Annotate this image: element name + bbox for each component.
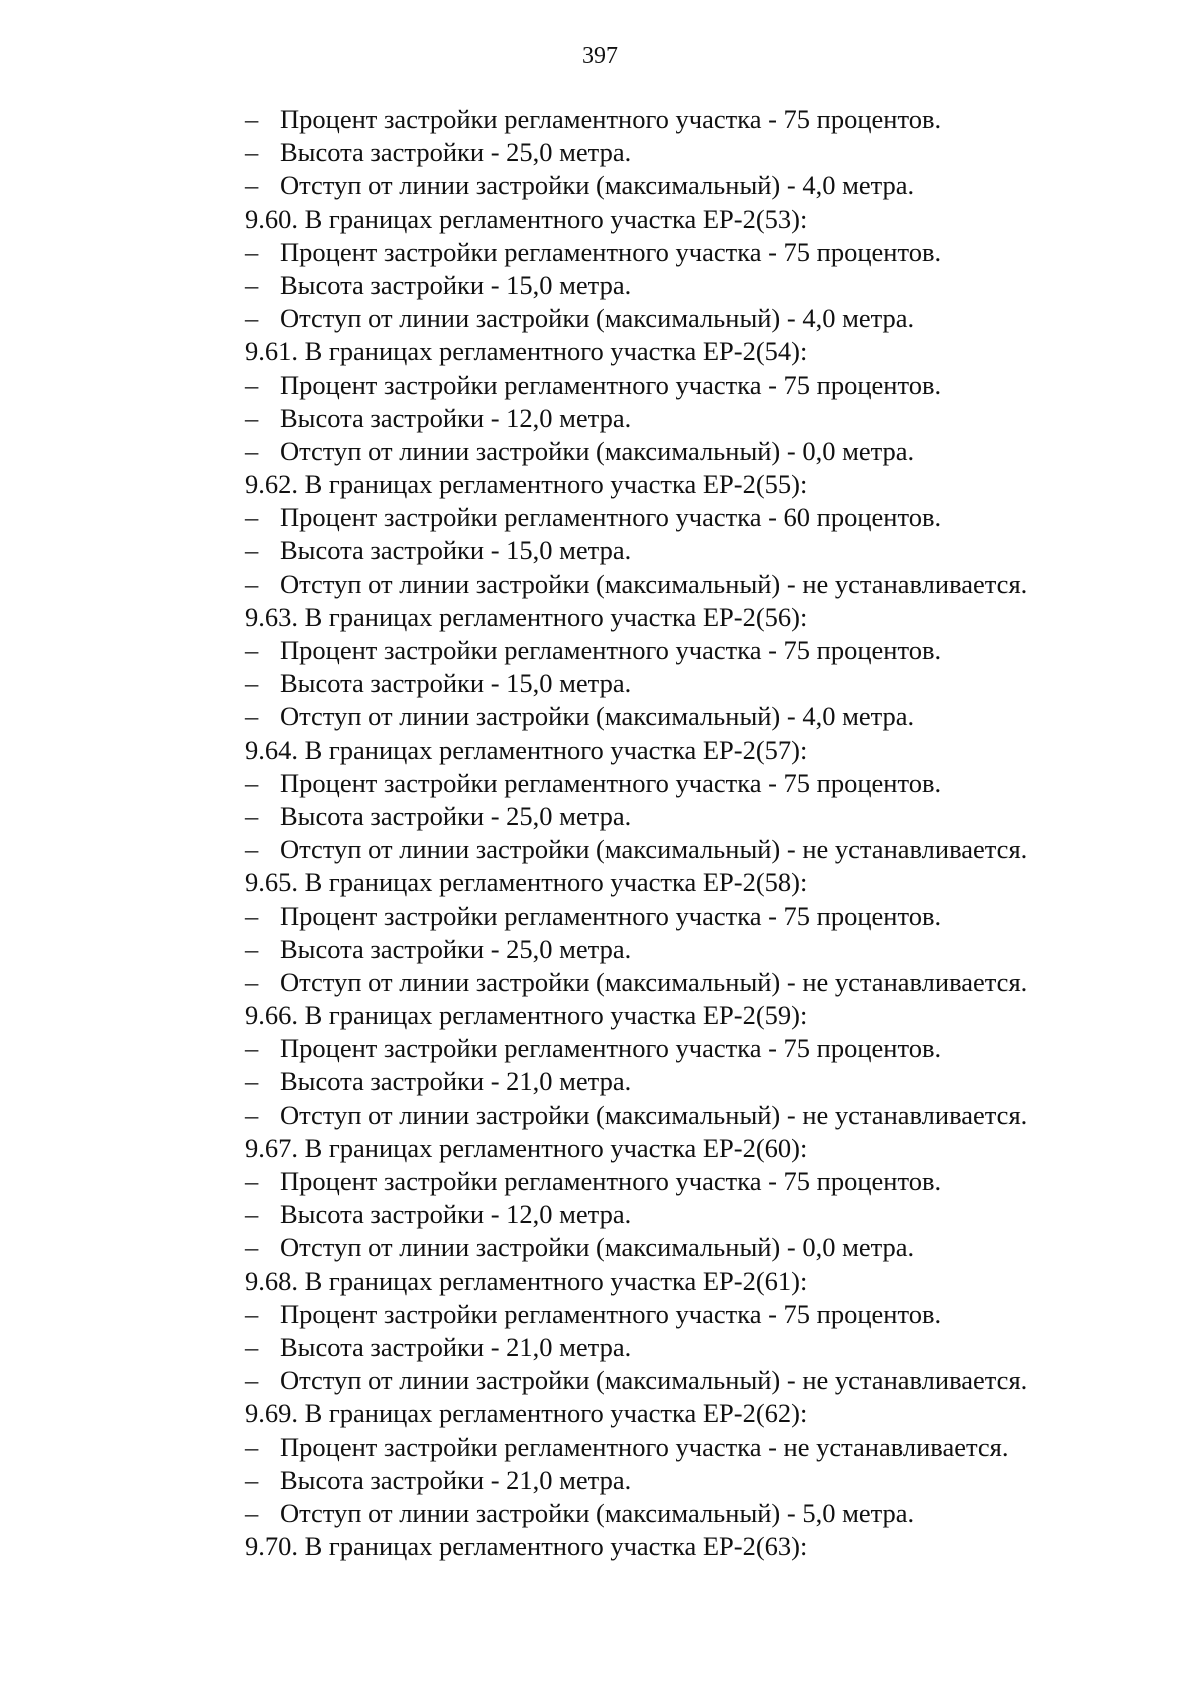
- section-heading: 9.60. В границах регламентного участка ЕР-2(53):: [245, 203, 808, 234]
- list-dash: –: [245, 933, 259, 964]
- list-dash: –: [245, 1199, 259, 1230]
- section-heading: 9.66. В границах регламентного участка ЕР-2(59):: [245, 1000, 808, 1031]
- list-dash: –: [245, 1033, 259, 1064]
- list-item-text: Процент застройки регламентного участка - 75 процентов.: [280, 767, 942, 798]
- list-dash: –: [245, 369, 259, 400]
- list-item: [245, 136, 1145, 169]
- list-item-text: Процент застройки регламентного участка - 75 процентов.: [280, 1298, 942, 1329]
- list-dash: –: [245, 269, 259, 300]
- list-dash: –: [245, 1431, 259, 1462]
- list-item: [245, 103, 1145, 136]
- list-item: [245, 1298, 1145, 1331]
- list-item-text: Отступ от линии застройки (максимальный) - не устанавливается.: [280, 1365, 1028, 1396]
- list-dash: –: [245, 137, 259, 168]
- list-dash: –: [245, 303, 259, 334]
- list-item-text: Высота застройки - 15,0 метра.: [280, 269, 632, 300]
- list-dash: –: [245, 104, 259, 134]
- list-dash: –: [245, 1365, 259, 1396]
- section-heading: 9.63. В границах регламентного участка ЕР-2(56):: [245, 601, 808, 632]
- list-item-text: Отступ от линии застройки (максимальный) - 5,0 метра.: [280, 1497, 915, 1528]
- list-dash: –: [245, 435, 259, 466]
- list-dash: –: [245, 170, 259, 201]
- list-dash: –: [245, 1464, 259, 1495]
- section-heading: 9.65. В границах регламентного участка ЕР-2(58):: [245, 867, 808, 898]
- list-item: [245, 1497, 1145, 1530]
- list-item: [245, 1364, 1145, 1397]
- list-item: [245, 900, 1145, 933]
- list-item-text: Отступ от линии застройки (максимальный) - не устанавливается.: [280, 966, 1028, 997]
- list-item-text: Отступ от линии застройки (максимальный) - не устанавливается.: [280, 568, 1028, 599]
- list-dash: –: [245, 1298, 259, 1329]
- list-item: [245, 169, 1145, 202]
- list-item: [245, 1464, 1145, 1497]
- list-dash: –: [245, 535, 259, 566]
- list-item: [245, 1331, 1145, 1364]
- list-item: [245, 1065, 1145, 1098]
- list-item-text: Процент застройки регламентного участка - 75 процентов.: [280, 236, 942, 267]
- list-dash: –: [245, 900, 259, 931]
- list-item-text: Высота застройки - 25,0 метра.: [280, 137, 632, 168]
- section-heading: 9.61. В границах регламентного участка ЕР-2(54):: [245, 336, 808, 367]
- list-item: [245, 634, 1145, 667]
- list-item: [245, 767, 1145, 800]
- list-item-text: Отступ от линии застройки (максимальный) - 0,0 метра.: [280, 435, 915, 466]
- list-item-text: Высота застройки - 12,0 метра.: [280, 402, 632, 433]
- list-item-text: Отступ от линии застройки (максимальный) - 0,0 метра.: [280, 1232, 915, 1263]
- list-dash: –: [245, 1066, 259, 1097]
- list-item-text: Отступ от линии застройки (максимальный) - 4,0 метра.: [280, 170, 915, 201]
- list-item-text: Высота застройки - 15,0 метра.: [280, 535, 632, 566]
- list-dash: –: [245, 568, 259, 599]
- list-item-text: Отступ от линии застройки (максимальный) - не устанавливается.: [280, 834, 1028, 865]
- list-item-text: Процент застройки регламентного участка - 75 процентов.: [280, 369, 942, 400]
- list-dash: –: [245, 966, 259, 997]
- list-item: [245, 501, 1145, 534]
- list-item: [245, 269, 1145, 302]
- list-item: [245, 800, 1145, 833]
- list-dash: –: [245, 236, 259, 267]
- page-number: 397: [582, 43, 618, 69]
- list-item: [245, 700, 1145, 733]
- section-heading: 9.64. В границах регламентного участка ЕР-2(57):: [245, 734, 808, 765]
- list-item-text: Высота застройки - 21,0 метра.: [280, 1066, 632, 1097]
- list-dash: –: [245, 402, 259, 433]
- list-item-text: Процент застройки регламентного участка - 75 процентов.: [280, 635, 942, 665]
- list-item: [245, 667, 1145, 700]
- list-item: [245, 1431, 1145, 1464]
- list-item: [245, 402, 1145, 435]
- list-item-text: Процент застройки регламентного участка - 75 процентов.: [280, 1166, 942, 1196]
- list-item-text: Процент застройки регламентного участка - 75 процентов.: [280, 900, 942, 931]
- list-item-text: Процент застройки регламентного участка - не устанавливается.: [280, 1431, 1009, 1462]
- list-dash: –: [245, 668, 259, 699]
- list-dash: –: [245, 701, 259, 732]
- list-item: [245, 1165, 1145, 1198]
- list-item: [245, 1032, 1145, 1065]
- list-item: [245, 568, 1145, 601]
- list-item: [245, 236, 1145, 269]
- list-item: [245, 1231, 1145, 1264]
- list-item: [245, 534, 1145, 567]
- list-item: [245, 966, 1145, 999]
- list-item-text: Процент застройки регламентного участка - 75 процентов.: [280, 104, 942, 134]
- list-item-text: Отступ от линии застройки (максимальный) - не устанавливается.: [280, 1099, 1028, 1130]
- list-dash: –: [245, 800, 259, 831]
- list-item: [245, 302, 1145, 335]
- section-heading: 9.62. В границах регламентного участка ЕР-2(55):: [245, 469, 808, 500]
- list-item: [245, 1099, 1145, 1132]
- document-body: [245, 103, 1145, 1563]
- list-dash: –: [245, 502, 259, 533]
- list-dash: –: [245, 1099, 259, 1130]
- list-dash: –: [245, 767, 259, 798]
- section-heading: 9.70. В границах регламентного участка ЕР-2(63):: [245, 1531, 808, 1562]
- list-item: [245, 435, 1145, 468]
- section-heading: 9.67. В границах регламентного участка ЕР-2(60):: [245, 1132, 808, 1163]
- list-item-text: Высота застройки - 21,0 метра.: [280, 1331, 632, 1362]
- list-item: [245, 933, 1145, 966]
- list-dash: –: [245, 1497, 259, 1528]
- list-item-text: Процент застройки регламентного участка - 60 процентов.: [280, 502, 942, 533]
- list-item-text: Высота застройки - 21,0 метра.: [280, 1464, 632, 1495]
- list-dash: –: [245, 1331, 259, 1362]
- list-item-text: Высота застройки - 25,0 метра.: [280, 933, 632, 964]
- list-dash: –: [245, 1166, 259, 1196]
- section-heading: 9.68. В границах регламентного участка ЕР-2(61):: [245, 1265, 808, 1296]
- list-item-text: Высота застройки - 25,0 метра.: [280, 800, 632, 831]
- section-heading: 9.69. В границах регламентного участка ЕР-2(62):: [245, 1398, 808, 1429]
- list-dash: –: [245, 1232, 259, 1263]
- list-item: [245, 369, 1145, 402]
- list-dash: –: [245, 834, 259, 865]
- list-item-text: Процент застройки регламентного участка - 75 процентов.: [280, 1033, 942, 1064]
- list-item: [245, 1198, 1145, 1231]
- list-item-text: Отступ от линии застройки (максимальный) - 4,0 метра.: [280, 701, 915, 732]
- list-item-text: Высота застройки - 15,0 метра.: [280, 668, 632, 699]
- list-item-text: Отступ от линии застройки (максимальный) - 4,0 метра.: [280, 303, 915, 334]
- list-dash: –: [245, 635, 259, 665]
- list-item-text: Высота застройки - 12,0 метра.: [280, 1199, 632, 1230]
- list-item: [245, 833, 1145, 866]
